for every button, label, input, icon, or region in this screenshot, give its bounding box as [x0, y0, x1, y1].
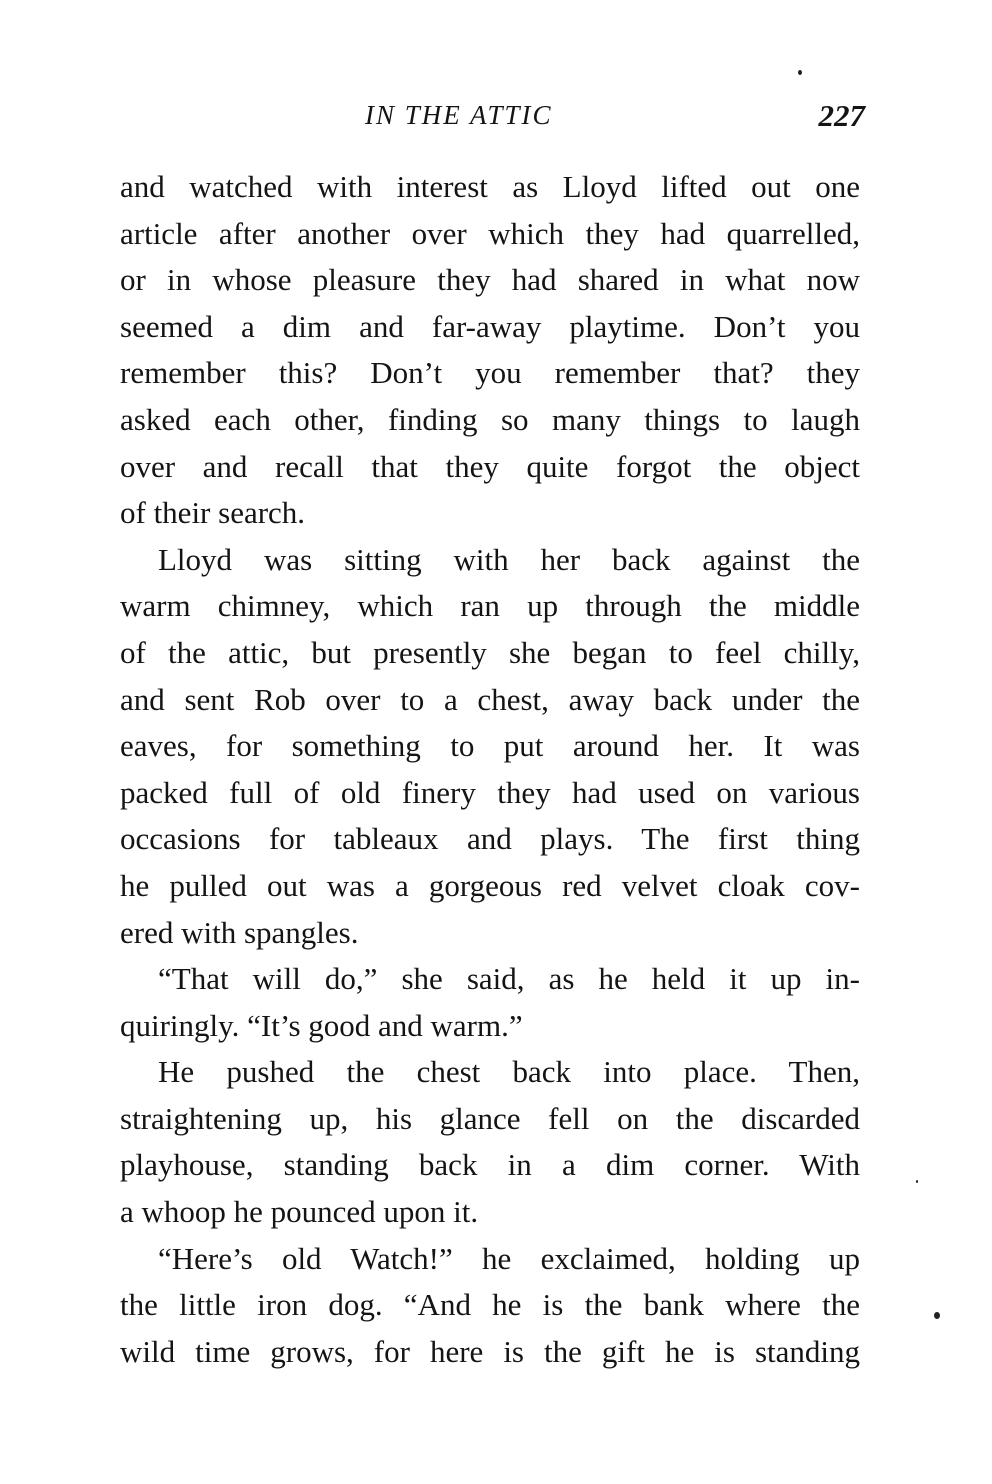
text-line: Lloyd was sitting with her back against the — [158, 541, 860, 577]
text-line: a whoop he pounced upon it. — [120, 1194, 479, 1230]
paragraph-5 — [120, 1236, 860, 1376]
text-line: eaves, for something to put around her. It was — [120, 728, 860, 764]
paragraph-2 — [120, 537, 860, 956]
text-line: and sent Rob over to a chest, away back under the — [120, 681, 860, 717]
scan-speck — [916, 1180, 918, 1183]
running-head — [120, 100, 865, 140]
text-line: wild time grows, for here is the gift he is standing — [120, 1333, 860, 1369]
text-line: occasions for tableaux and plays. The first thing — [120, 821, 860, 857]
text-line: article after another over which they had quarrelled, — [120, 215, 860, 251]
text-line: “Here’s old Watch!” he exclaimed, holding up — [158, 1240, 860, 1276]
text-line: and watched with interest as Lloyd lifted out one — [120, 169, 860, 204]
text-line: remember this? Don’t you remember that? they — [120, 355, 860, 391]
paragraph-4 — [120, 1049, 860, 1235]
scan-speck — [934, 1312, 940, 1319]
text-line: or in whose pleasure they had shared in what now — [120, 262, 860, 298]
text-line: seemed a dim and far-away playtime. Don’t you — [120, 308, 860, 344]
scan-speck — [798, 70, 802, 75]
body-text — [120, 164, 860, 1375]
paragraph-3 — [120, 956, 860, 1049]
text-line: of the attic, but presently she began to feel chilly, — [120, 634, 860, 670]
running-title: IN THE ATTIC — [365, 100, 553, 130]
text-line: over and recall that they quite forgot the object — [120, 448, 860, 484]
text-line: straightening up, his glance fell on the discarded — [120, 1100, 860, 1136]
text-line: playhouse, standing back in a dim corner. With — [120, 1147, 860, 1183]
text-line: quiringly. “It’s good and warm.” — [120, 1007, 523, 1043]
page-number: 227 — [818, 98, 865, 133]
paragraph-1 — [120, 164, 860, 537]
text-line: he pulled out was a gorgeous red velvet cloak cov- — [120, 867, 860, 903]
text-line: ered with spangles. — [120, 914, 359, 950]
text-line: He pushed the chest back into place. Then, — [158, 1054, 860, 1090]
text-line: the little iron dog. “And he is the bank where the — [120, 1287, 860, 1323]
text-line: asked each other, finding so many things to laugh — [120, 401, 860, 437]
text-line: “That will do,” she said, as he held it up in- — [158, 961, 860, 997]
text-line: of their search. — [120, 495, 306, 531]
text-line: warm chimney, which ran up through the middle — [120, 588, 860, 624]
text-line: packed full of old finery they had used on various — [120, 774, 860, 810]
